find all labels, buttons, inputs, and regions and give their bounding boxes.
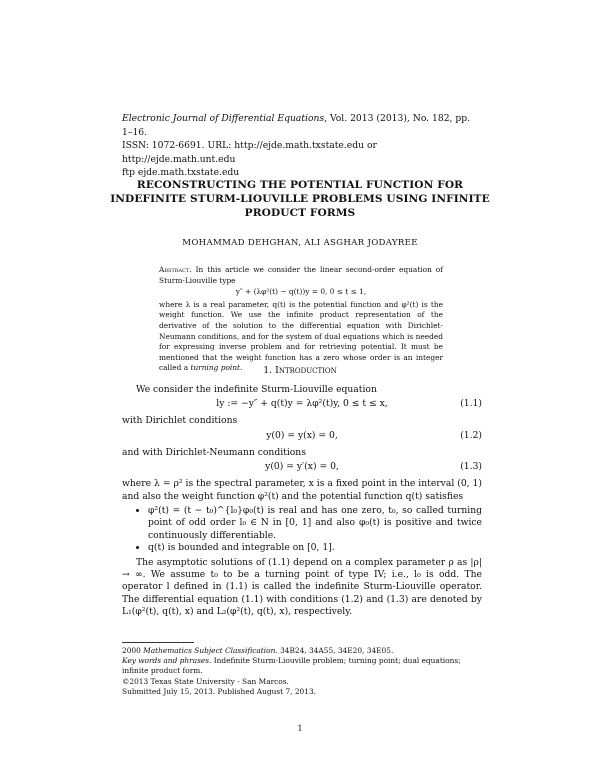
- msc-footnote: 2000 Mathematics Subject Classification. 34B24, 34A55, 34E20, 34E05.: [122, 646, 394, 655]
- assumption-item: • φ²(t) = (t − t₀)^{l₀}φ₀(t) is real and has one zero, t₀, so called turning point of odd order l₀ ∈ N in [0, 1] and also φ₀(t) is positive and twice continuously differentiable.: [148, 505, 482, 542]
- abstract: [159, 265, 443, 374]
- equation-1-2-math: y(0) = y(x) = 0,: [266, 429, 338, 441]
- journal-citation: [122, 112, 482, 139]
- footnotes: [122, 642, 482, 697]
- assumption-item: • q(t) is bounded and integrable on [0, 1].: [148, 542, 482, 554]
- section-body: [122, 384, 482, 619]
- abstract-body: where λ is a real parameter, q(t) is the potential function and φ²(t) is the weight function. We use the infinite product representation of the derivative of the solution to the differential equation with Dirichlet-Neumann conditions, and for the system of dual equations which is needed for expressing inverse problem and for retrieving potential. It must be mentioned that the weight function has a zero whose order is an integer called a: [159, 299, 443, 373]
- equation-1-2: [122, 430, 482, 446]
- abstract-term: turning point.: [190, 363, 243, 373]
- page-number: 1: [297, 724, 303, 733]
- abstract-label: Abstract.: [159, 265, 192, 274]
- copyright-footnote: ©2013 Texas State University - San Marcos.: [122, 676, 289, 686]
- journal-issn-url: ISSN: 1072-6691. URL: http://ejde.math.txstate.edu or http://ejde.math.unt.edu: [122, 140, 377, 165]
- paragraph-2: with Dirichlet conditions: [122, 415, 238, 427]
- paragraph-3: and with Dirichlet-Neumann conditions: [122, 446, 306, 458]
- equation-1-1-number: (1.1): [460, 398, 482, 410]
- equation-1-2-number: (1.2): [460, 429, 482, 441]
- keywords-footnote: Key words and phrases. Indefinite Sturm-Liouville problem; turning point; dual equations; infinite product form.: [122, 656, 461, 676]
- journal-ftp: ftp ejde.math.txstate.edu: [122, 167, 240, 178]
- section-heading: [100, 365, 500, 376]
- footnote-rule: [122, 642, 194, 643]
- journal-header: [122, 112, 482, 180]
- equation-1-3-math: y(0) = y′(x) = 0,: [265, 461, 339, 473]
- equation-1-3: [122, 461, 482, 477]
- section-number: 1.: [263, 365, 273, 376]
- paragraph-1: We consider the indefinite Sturm-Liouville equation: [136, 384, 377, 395]
- abstract-equation: y″ + (λφ²(t) − q(t))y = 0, 0 ≤ t ≤ 1,: [235, 287, 367, 297]
- journal-details: , Vol. 2013 (2013), No. 182, pp. 1–16.: [122, 113, 471, 138]
- paragraph-4: where λ = ρ² is the spectral parameter, x is a fixed point in the interval (0, 1) and also the weight function φ²(t) and the potential function q(t) satisfies: [122, 478, 482, 502]
- title-line-3: PRODUCT FORMS: [244, 207, 356, 219]
- title-line-1: RECONSTRUCTING THE POTENTIAL FUNCTION FOR: [136, 179, 464, 191]
- journal-name: Electronic Journal of Differential Equations: [122, 113, 325, 124]
- assumption-list: [122, 505, 482, 555]
- section-title: Introduction: [275, 365, 337, 376]
- paper-title: [100, 178, 500, 220]
- abstract-intro: In this article we consider the linear second-order equation of Sturm-Liouville type: [159, 265, 443, 285]
- authors: MOHAMMAD DEHGHAN, ALI ASGHAR JODAYREE: [182, 238, 418, 248]
- title-line-2: INDEFINITE STURM-LIOUVILLE PROBLEMS USING INFINITE: [110, 193, 490, 205]
- equation-1-1-math: ly := −y″ + q(t)y = λφ²(t)y, 0 ≤ t ≤ x,: [216, 398, 388, 410]
- equation-1-3-number: (1.3): [460, 461, 482, 473]
- paragraph-5: The asymptotic solutions of (1.1) depend on a complex parameter ρ as |ρ| → ∞. We assume t₀ to be a turning point of type IV; i.e., l₀ is odd. The operator l defined in (1.1) is called the indefinite Sturm-Liouville operator. The differential equation (1.1) with conditions (1.2) and (1.3) are denoted by L₁(φ²(t), q(t), x) and L₂(φ²(t), q(t), x), respectively.: [122, 556, 482, 618]
- submission-footnote: Submitted July 15, 2013. Published August 7, 2013.: [122, 686, 316, 696]
- equation-1-1: [122, 398, 482, 414]
